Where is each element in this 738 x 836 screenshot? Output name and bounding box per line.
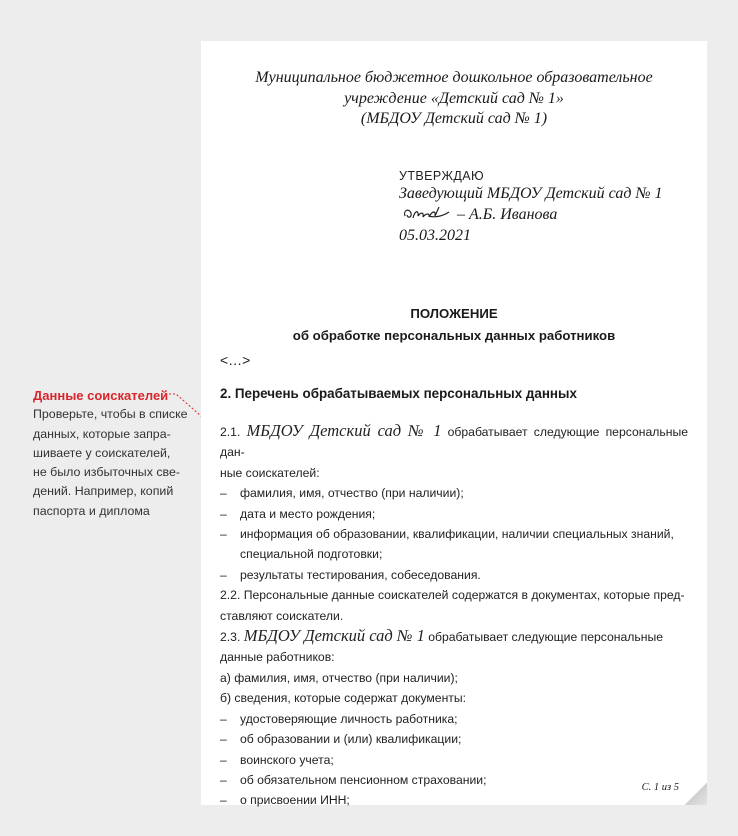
list-item: – фамилия, имя, отчество (при наличии); — [220, 486, 464, 501]
approve-keyword: УТВЕРЖДАЮ — [399, 169, 485, 183]
paragraph-2-1-cont: ные соискателей: — [220, 465, 320, 480]
paragraph-2-2-cont: ставляют соискатели. — [220, 608, 344, 623]
section-heading: 2. Перечень обрабатываемых персональных данных — [220, 386, 577, 401]
item-b: б) сведения, которые содержат документы: — [220, 691, 467, 706]
list-item: – дата и место рождения; — [220, 506, 376, 521]
org-line: Муниципальное бюджетное дошкольное образовательное — [255, 69, 653, 86]
list-item: – воинского учета; — [220, 752, 334, 767]
list-item: – об образовании и (или) квалификации; — [220, 732, 462, 747]
sidenote-line: паспорта и диплома — [33, 503, 150, 518]
paragraph-2-1 — [220, 421, 688, 463]
list-item: – о присвоении ИНН; — [220, 793, 350, 808]
page-number: С. 1 из 5 — [641, 782, 679, 793]
document-title: ПОЛОЖЕНИЕ — [410, 306, 498, 321]
signature-line — [399, 204, 663, 225]
approver-position: Заведующий МБДОУ Детский сад № 1 — [399, 185, 663, 202]
org-line: учреждение «Детский сад № 1» — [344, 89, 564, 107]
list-item: – информация об образовании, квалификации, наличии специальных знаний, специальной подготовки; — [220, 527, 674, 562]
document-subtitle: об обработке персональных данных работников — [292, 328, 616, 343]
item-a: а) фамилия, имя, отчество (при наличии); — [220, 670, 458, 685]
document-page — [201, 41, 707, 808]
sidenote-title: Данные соискателей — [33, 388, 169, 403]
sidenote — [33, 386, 193, 521]
list-item: – удостоверяющие личность работника; — [220, 711, 458, 726]
sidenote-line: шиваете у соискателей, — [33, 445, 171, 460]
omission-marker: <…> — [220, 352, 251, 368]
approval-block — [399, 169, 663, 246]
document-body — [220, 421, 688, 811]
approval-date: 05.03.2021 — [399, 227, 471, 244]
paragraph-2-2: 2.2. Персональные данные соискателей содержатся в документах, которые пред- — [220, 588, 685, 603]
org-name-inline: МБДОУ Детский сад № 1 — [246, 421, 442, 440]
clause-text: обрабатывает следующие персональные дан- — [220, 425, 688, 460]
org-name-inline: МБДОУ Детский сад № 1 — [243, 626, 425, 646]
clause-number: 2.3. — [220, 630, 241, 645]
sidenote-line: данных, которые запра- — [33, 426, 171, 441]
list-item: – результаты тестирования, собеседования. — [220, 567, 481, 582]
clause-number: 2.1. — [220, 425, 241, 439]
signer-name: – А.Б. Иванова — [457, 206, 558, 223]
sidenote-line: дений. Например, копий — [33, 484, 174, 499]
list-item: – об обязательном пенсионном страховании; — [220, 772, 487, 787]
sidenote-line: не было избыточных све- — [33, 465, 180, 480]
page-corner-fold — [685, 783, 707, 805]
clause-text: обрабатывает следующие персональные — [424, 630, 664, 645]
handwritten-signature — [399, 204, 457, 224]
org-line: (МБДОУ Детский сад № 1) — [360, 110, 548, 127]
organization-header — [201, 68, 707, 130]
paragraph-2-3-cont: данные работников: — [220, 650, 335, 665]
paragraph-2-3 — [220, 626, 688, 647]
sidenote-line: Проверьте, чтобы в списке — [33, 407, 188, 422]
